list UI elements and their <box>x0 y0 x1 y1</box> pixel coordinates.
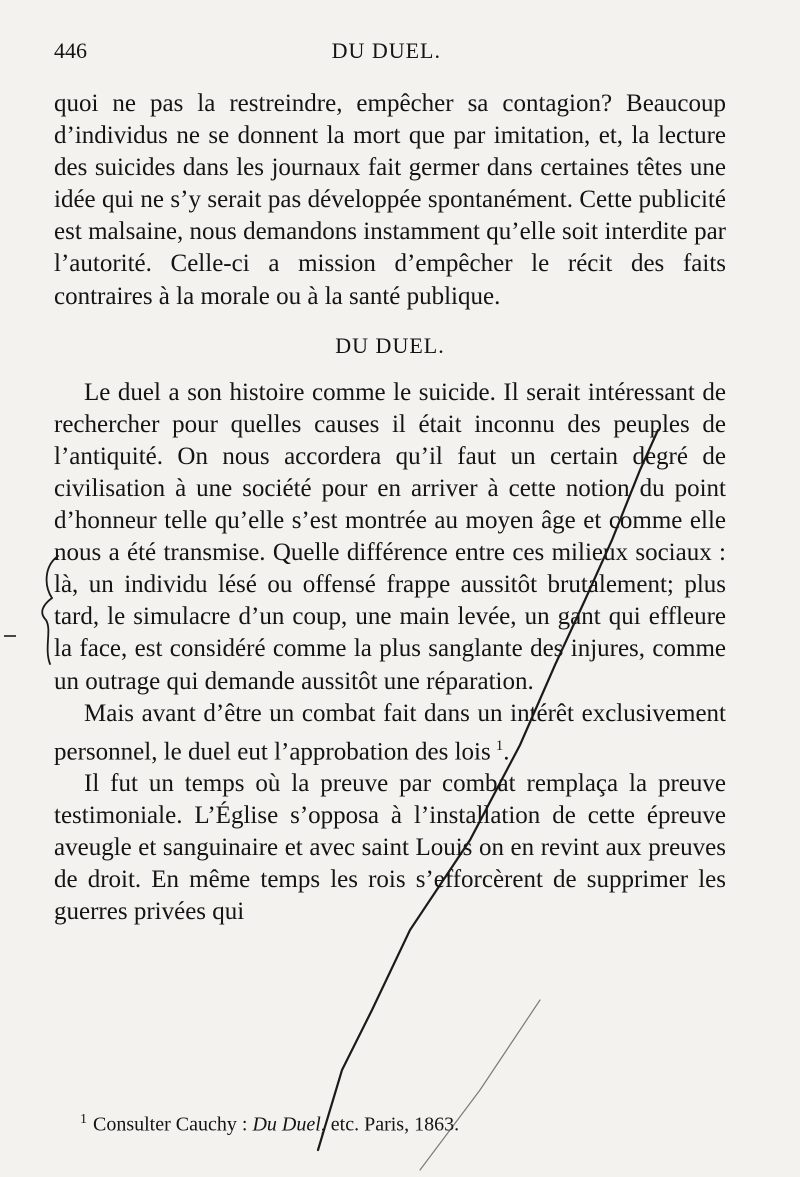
paragraph-duel-law <box>54 698 726 769</box>
footnote-text-before: Consulter Cauchy : <box>93 1113 248 1136</box>
section-title: DU DUEL. <box>335 332 445 358</box>
footnote-title: Du Duel, <box>252 1113 326 1136</box>
body-text <box>54 88 726 929</box>
paragraph-duel-law-end: . <box>503 738 510 766</box>
paragraph-duel-law-text: Mais avant d’être un combat fait dans un intérêt exclusivement personnel, le duel eut l’approbation des lois <box>54 699 726 766</box>
running-head <box>54 38 726 64</box>
paragraph-duel-history: Le duel a son histoire comme le suicide. Il serait intéressant de rechercher pour quelles causes il était inconnu des peuples de l’antiquité. On nous accordera qu’il faut un certain degré de civilisation à une société pour en arriver à cette notion du point d’honneur telle qu’elle s’est montrée au moyen âge et comme elle nous a été transmise. Quelle différence entre ces milieux sociaux : là, un individu lésé ou offensé frappe aussitôt brutalement; plus tard, le simulacre d’un coup, une main levée, un gant qui effleure la face, est considéré comme la plus sanglante des injures, comme un outrage qui demande aussitôt une réparation. <box>54 378 726 695</box>
page-number: 446 <box>54 38 87 63</box>
footnote <box>80 1108 459 1137</box>
paragraph-trial-by-combat: Il fut un temps où la preuve par combat remplaça la preuve testimoniale. L’Église s’opposa à l’installation de cette épreuve aveugle et sanguinaire et avec saint Louis on en revint aux preuves de droit. En même temps les rois s’efforcèrent de supprimer les guerres privées qui <box>54 770 726 926</box>
footnote-reference[interactable]: 1 <box>495 737 504 754</box>
running-title: DU DUEL. <box>331 38 441 63</box>
paragraph-suicide-conclusion: quoi ne pas la restreindre, empêcher sa contagion? Beaucoup d’individus ne se donnent la mort que par imitation, et, la lecture des suicides dans les journaux fait germer dans certaines têtes une idée qui ne s’y serait pas développée spontanément. Cette publicité est malsaine, nous demandons instamment qu’elle soit interdite par l’autorité. Celle-ci a mission d’empêcher le récit des faits contraires à la morale ou à la santé publique. <box>54 90 726 310</box>
footnote-text-after: etc. Paris, 1863. <box>330 1113 460 1136</box>
pen-stroke-diagonal-secondary <box>420 1000 540 1170</box>
footnote-mark: 1 <box>80 1112 87 1127</box>
